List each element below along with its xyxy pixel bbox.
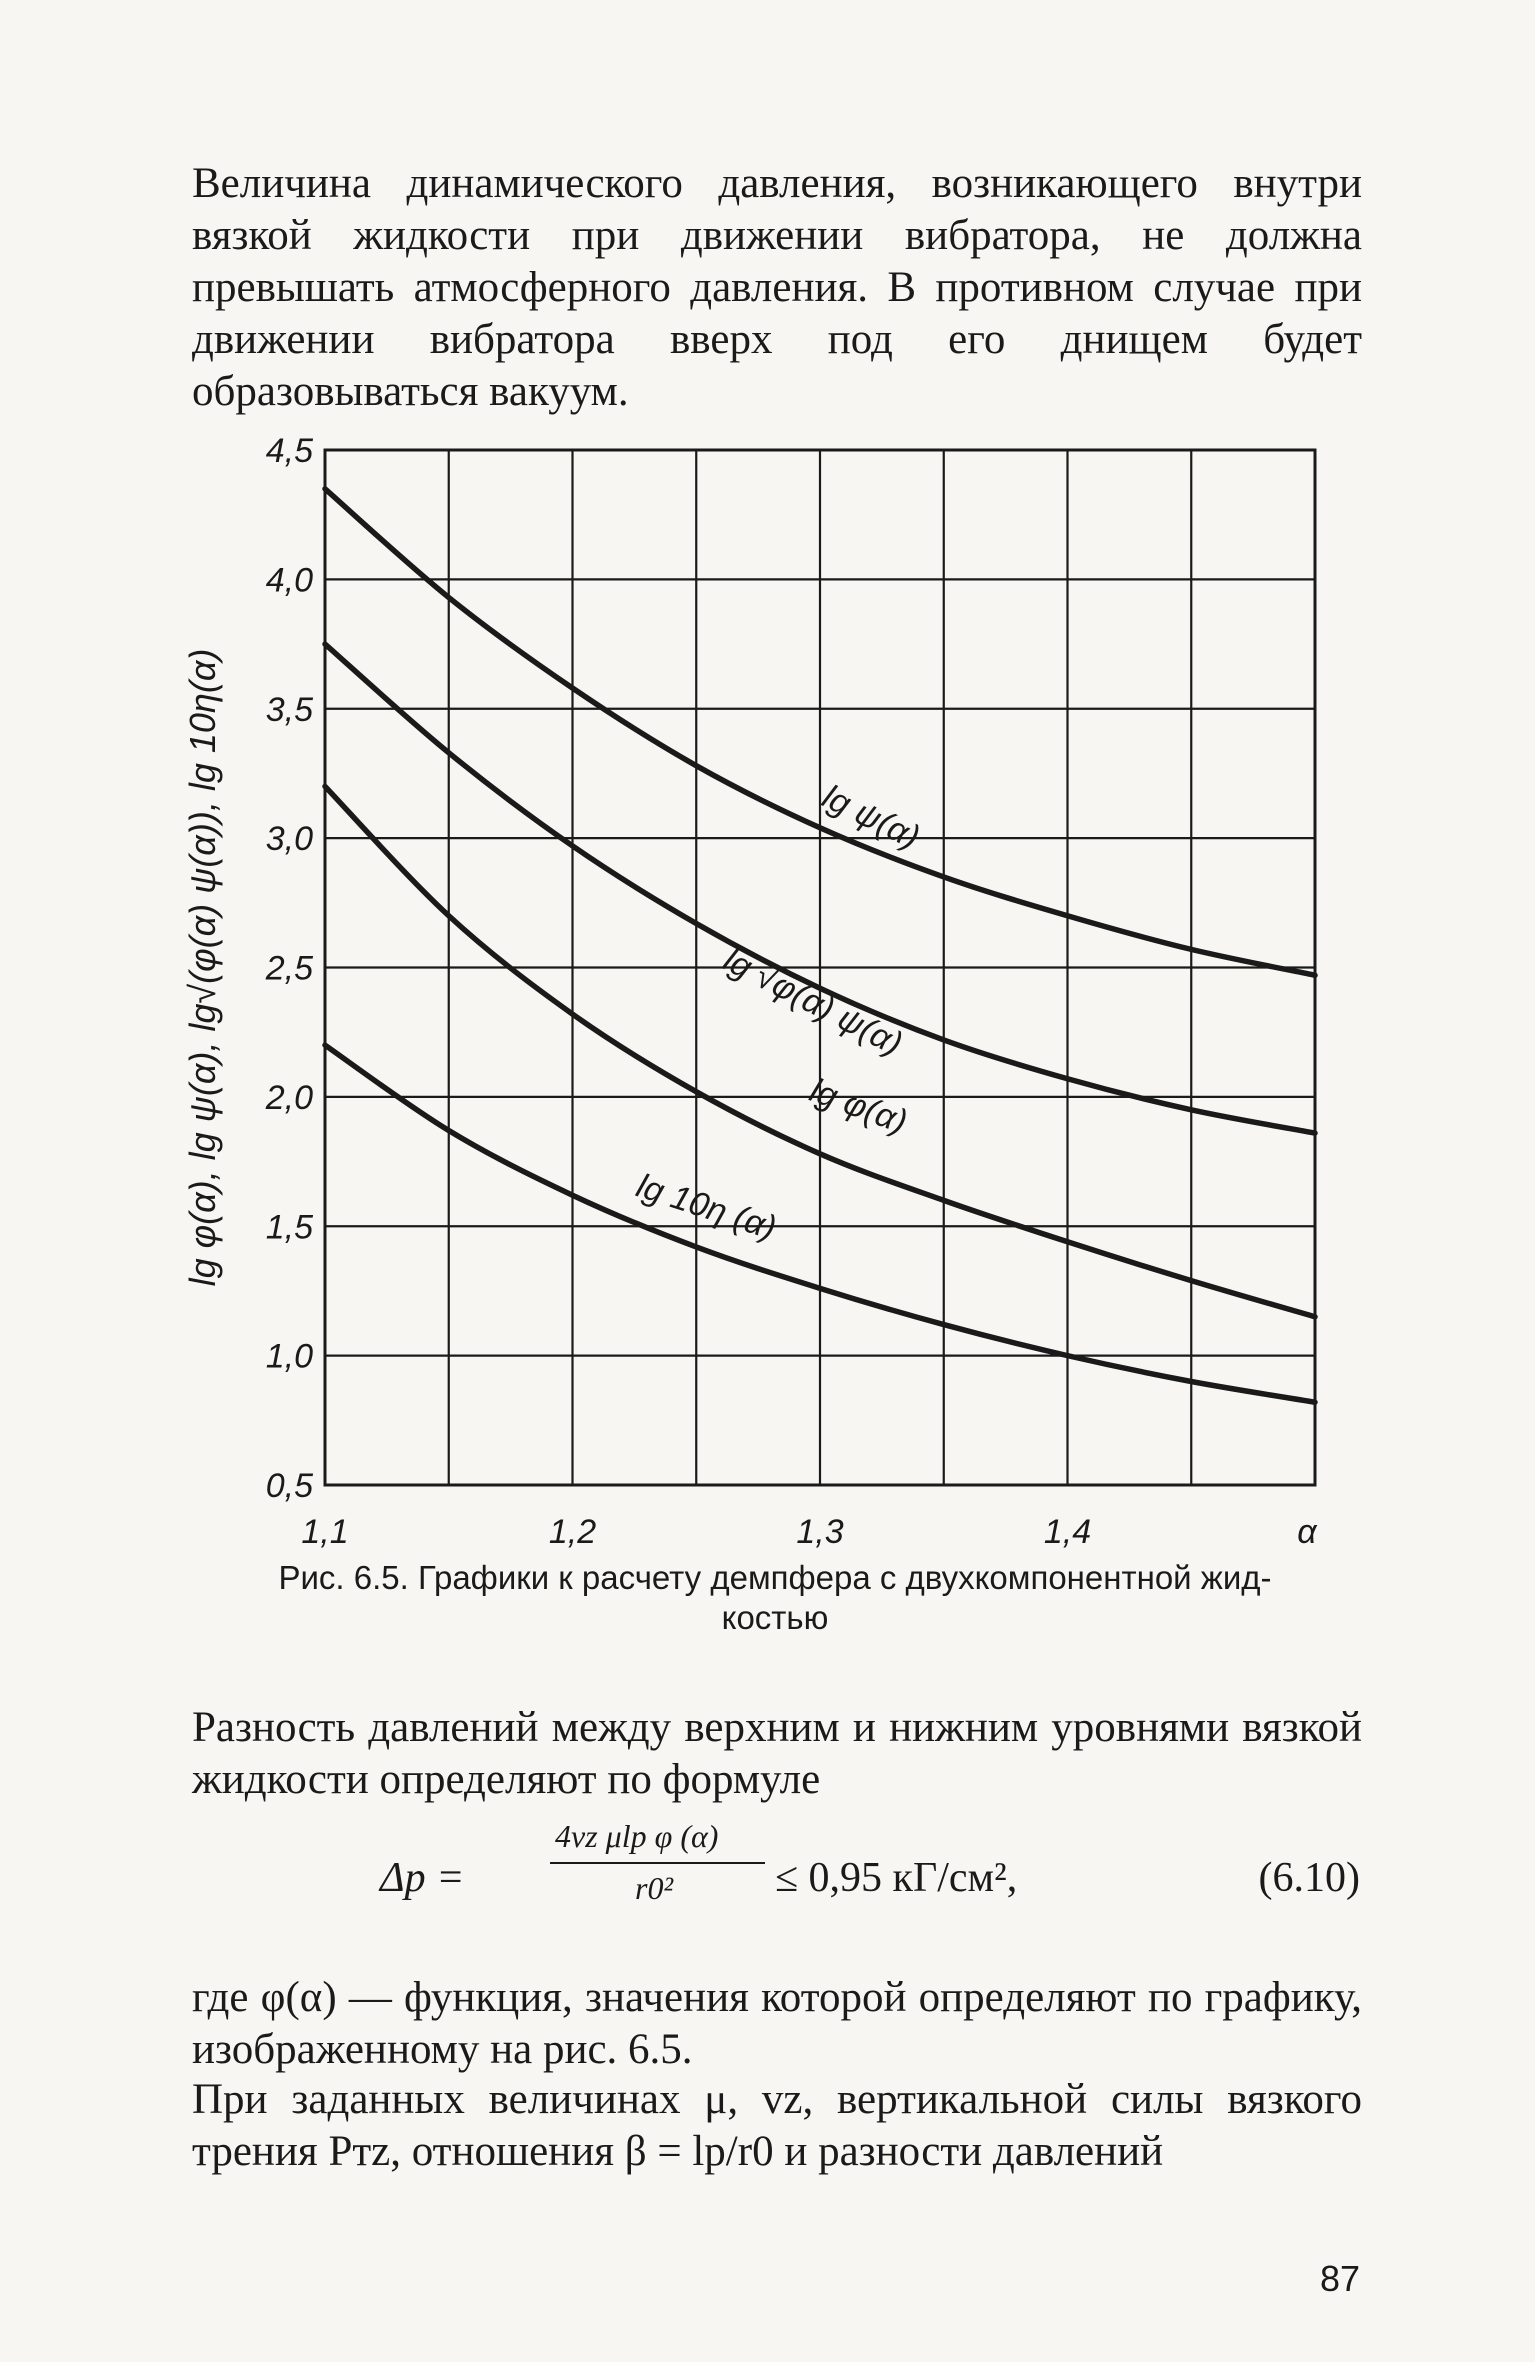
formula-denominator: r0² xyxy=(635,1870,674,1906)
y-axis-label: lg φ(α), lg ψ(α), lg√(φ(α) ψ(α)), lg 10η(α) xyxy=(182,648,223,1287)
equation-number: (6.10) xyxy=(1258,1855,1360,1901)
formula-6-10 xyxy=(380,1818,1360,1938)
y-tick-label-7: 4,0 xyxy=(265,561,313,600)
pressure-difference-paragraph: Разность давлений между верхним и нижним уровнями вязкой жидкости определяют по формуле xyxy=(192,1704,1362,1803)
series-label-2: lg φ(α) xyxy=(804,1071,912,1142)
formula-numerator: 4vz μlp φ (α) xyxy=(555,1818,719,1854)
formula-lhs: Δp = xyxy=(380,1855,465,1901)
series-label-0: lg ψ(α) xyxy=(816,777,926,857)
x-tick-label-1: 1,2 xyxy=(548,1513,597,1551)
y-tick-label-8: 4,5 xyxy=(265,432,313,470)
y-tick-label-2: 1,5 xyxy=(265,1208,313,1247)
x-tick-label-2: 1,3 xyxy=(796,1513,844,1551)
x-tick-label-3: 1,4 xyxy=(1043,1513,1092,1551)
fraction-bar xyxy=(550,1862,765,1864)
y-tick-label-5: 3,0 xyxy=(265,820,313,859)
x-tick-label-0: 1,1 xyxy=(301,1513,349,1551)
x-axis-label: α xyxy=(1297,1513,1317,1551)
figure-caption xyxy=(160,1558,1390,1638)
caption-line-1: Рис. 6.5. Графики к расчету демпфера с двухкомпонентной жид- xyxy=(278,1559,1272,1596)
y-tick-label-3: 2,0 xyxy=(265,1078,313,1117)
y-tick-label-6: 3,5 xyxy=(265,690,313,729)
series-label-1: lg √φ(α) ψ(α) xyxy=(717,940,909,1064)
given-values-paragraph: При заданных величинах μ, vz, вертикальной силы вязкого трения Pтz, отношения β = lp/r0 и разности давлений xyxy=(192,2076,1362,2175)
series-label-3: lg 10η (α) xyxy=(631,1166,781,1248)
formula-rhs: ≤ 0,95 кГ/см², xyxy=(775,1855,1018,1901)
where-paragraph: где φ(α) — функция, значения которой определяют по графику, изображенному на рис. 6.5. xyxy=(192,1974,1362,2073)
intro-paragraph: Величина динамического давления, возникающего внутри вязкой жидкости при движении вибратора, не должна превышать атмосферного давления. В противном случае при движении вибратора вверх под его днищем будет образовываться вакуум. xyxy=(192,160,1362,415)
y-tick-label-4: 2,5 xyxy=(265,949,313,988)
page-number: 87 xyxy=(1319,2258,1360,2299)
y-tick-label-1: 1,0 xyxy=(265,1337,313,1376)
y-tick-label-0: 0,5 xyxy=(265,1467,313,1505)
caption-line-2: костью xyxy=(721,1599,829,1636)
